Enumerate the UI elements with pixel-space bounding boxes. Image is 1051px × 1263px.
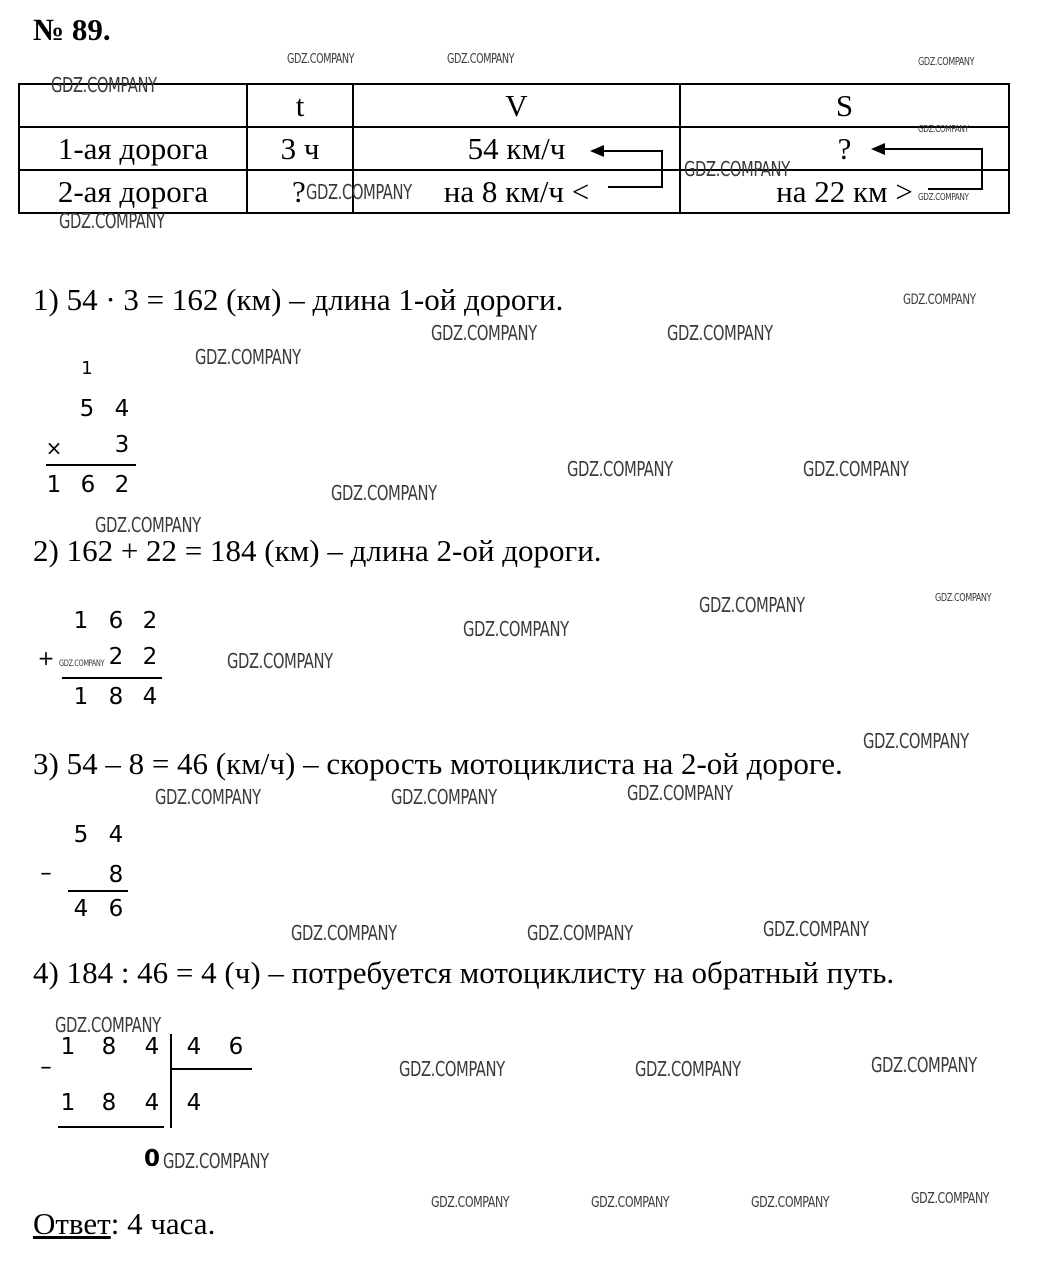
table-cell: ?: [247, 170, 353, 213]
digit: 1: [46, 472, 62, 498]
operator: –: [40, 1054, 52, 1080]
watermark-text: GDZ.COMPANY: [195, 345, 301, 369]
watermark-text: GDZ.COMPANY: [155, 785, 261, 809]
digit: 4: [144, 1090, 160, 1116]
digit: 4: [186, 1034, 202, 1060]
digit: 5: [73, 822, 89, 848]
speed-arrow: [590, 145, 662, 187]
table-cell: на 8 км/ч <: [353, 170, 680, 213]
digit: 6: [108, 608, 124, 634]
digit: 8: [101, 1034, 117, 1060]
watermark-text: GDZ.COMPANY: [95, 513, 201, 537]
watermark-text: GDZ.COMPANY: [935, 591, 992, 604]
table-cell: на 22 км >: [680, 170, 1009, 213]
digit: 1: [60, 1090, 76, 1116]
watermark-text: GDZ.COMPANY: [227, 649, 333, 673]
table-cell: 54 км/ч: [353, 127, 680, 170]
digit: 2: [114, 472, 130, 498]
digit: 4: [73, 896, 89, 922]
digit: 4: [144, 1034, 160, 1060]
table-header-cell: S: [680, 84, 1009, 127]
watermark-text: GDZ.COMPANY: [918, 55, 975, 68]
watermark-text: GDZ.COMPANY: [751, 1193, 830, 1211]
watermark-text: GDZ.COMPANY: [306, 180, 412, 204]
digit: 8: [101, 1090, 117, 1116]
operator: ×: [45, 436, 63, 460]
digit: 6: [80, 472, 96, 498]
divisor-line: [172, 1068, 252, 1070]
problem-title: № 89.: [33, 12, 111, 47]
watermark-text: GDZ.COMPANY: [51, 73, 157, 97]
watermark-text: GDZ.COMPANY: [803, 457, 909, 481]
watermark-text: GDZ.COMPANY: [447, 52, 515, 67]
digit: 2: [142, 644, 158, 670]
remainder-line: [58, 1126, 164, 1128]
watermark-text: GDZ.COMPANY: [331, 481, 437, 505]
digit: 2: [142, 608, 158, 634]
watermark-text: GDZ.COMPANY: [163, 1149, 269, 1173]
digit: 4: [142, 684, 158, 710]
table-header-cell: V: [353, 84, 680, 127]
watermark-text: GDZ.COMPANY: [684, 157, 790, 181]
watermark-text: GDZ.COMPANY: [763, 917, 869, 941]
digit: 5: [79, 396, 95, 422]
result-line: [46, 464, 136, 466]
division-bar: [170, 1034, 172, 1128]
watermark-text: GDZ.COMPANY: [431, 1193, 510, 1211]
watermark-text: GDZ.COMPANY: [863, 729, 969, 753]
distance-arrow: [871, 143, 982, 189]
watermark-text: GDZ.COMPANY: [527, 921, 633, 945]
watermark-text: GDZ.COMPANY: [463, 617, 569, 641]
carry-digit: 1: [81, 358, 93, 379]
watermark-text: GDZ.COMPANY: [59, 209, 165, 233]
digit: 6: [108, 896, 124, 922]
operator: –: [40, 860, 52, 886]
watermark-text: GDZ.COMPANY: [699, 593, 805, 617]
solution-step-4: 4) 184 : 46 = 4 (ч) – потребуется мотоциклисту на обратный путь.: [33, 955, 895, 990]
digit: 1: [73, 684, 89, 710]
digit: 6: [228, 1034, 244, 1060]
watermark-text: GDZ.COMPANY: [911, 1189, 990, 1207]
solution-step-1: 1) 54 · 3 = 162 (км) – длина 1-ой дороги.: [33, 282, 564, 317]
watermark-text: GDZ.COMPANY: [635, 1057, 741, 1081]
watermark-text: GDZ.COMPANY: [59, 659, 105, 669]
digit: 1: [60, 1034, 76, 1060]
watermark-text: GDZ.COMPANY: [287, 52, 355, 67]
quotient-digit: 4: [186, 1090, 202, 1116]
watermark-text: GDZ.COMPANY: [667, 321, 773, 345]
result-line: [62, 677, 162, 679]
watermark-text: GDZ.COMPANY: [391, 785, 497, 809]
operator: +: [37, 646, 55, 670]
digit: 8: [108, 684, 124, 710]
solution-step-3: 3) 54 – 8 = 46 (км/ч) – скорость мотоциклиста на 2-ой дороге.: [33, 746, 843, 781]
watermark-text: GDZ.COMPANY: [291, 921, 397, 945]
watermark-text: GDZ.COMPANY: [871, 1053, 977, 1077]
watermark-text: GDZ.COMPANY: [903, 292, 976, 308]
table-cell: 2-ая дорога: [19, 170, 247, 213]
table-cell: ?: [680, 127, 1009, 170]
watermark-text: GDZ.COMPANY: [918, 192, 969, 203]
table-cell: 3 ч: [247, 127, 353, 170]
table-header-cell: t: [247, 84, 353, 127]
watermark-text: GDZ.COMPANY: [918, 124, 969, 135]
digit: 3: [114, 432, 130, 458]
watermark-text: GDZ.COMPANY: [567, 457, 673, 481]
digit: 4: [108, 822, 124, 848]
answer-text: : 4 часа.: [110, 1206, 216, 1241]
answer-label: Ответ: [33, 1206, 111, 1241]
digit: 1: [73, 608, 89, 634]
solution-step-2: 2) 162 + 22 = 184 (км) – длина 2-ой дороги.: [33, 533, 602, 568]
table-cell: 1-ая дорога: [19, 127, 247, 170]
result-line: [68, 890, 128, 892]
watermark-text: GDZ.COMPANY: [431, 321, 537, 345]
remainder-digit: 0: [143, 1146, 160, 1172]
watermark-text: GDZ.COMPANY: [55, 1013, 161, 1037]
digit: 4: [114, 396, 130, 422]
digit: 8: [108, 862, 124, 888]
watermark-text: GDZ.COMPANY: [591, 1193, 670, 1211]
answer-line: [33, 1206, 215, 1242]
watermark-text: GDZ.COMPANY: [627, 781, 733, 805]
watermark-text: GDZ.COMPANY: [399, 1057, 505, 1081]
digit: 2: [108, 644, 124, 670]
